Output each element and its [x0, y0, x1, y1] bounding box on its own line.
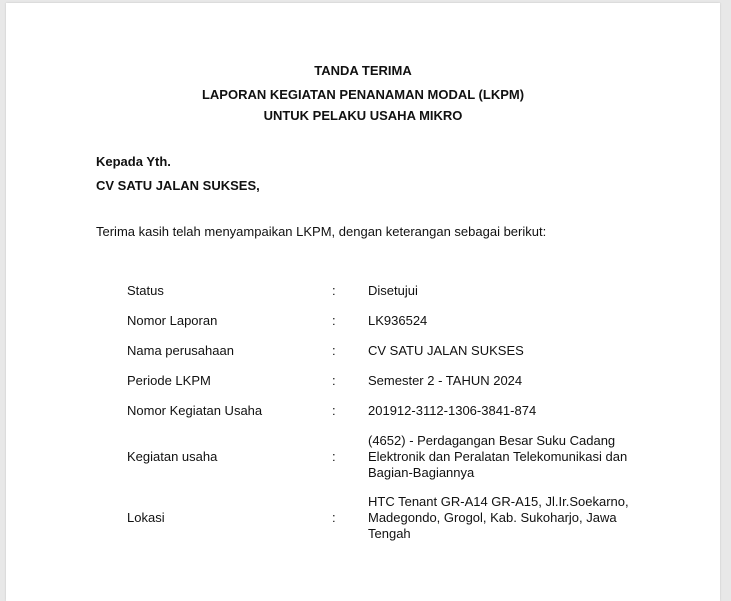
- intro-text: Terima kasih telah menyampaikan LKPM, dengan keterangan sebagai berikut:: [96, 224, 547, 239]
- detail-value: CV SATU JALAN SUKSES: [368, 343, 524, 358]
- doc-subtitle-2: UNTUK PELAKU USAHA MIKRO: [263, 108, 463, 123]
- detail-separator: :: [332, 449, 336, 464]
- doc-title: TANDA TERIMA: [314, 63, 412, 78]
- detail-separator: :: [332, 343, 336, 358]
- detail-value: Semester 2 - TAHUN 2024: [368, 373, 523, 388]
- detail-label: Nomor Kegiatan Usaha: [127, 403, 263, 418]
- doc-subtitle: LAPORAN KEGIATAN PENANAMAN MODAL (LKPM): [201, 87, 525, 102]
- recipient-name: CV SATU JALAN SUKSES,: [96, 178, 260, 193]
- salutation: Kepada Yth.: [96, 154, 171, 169]
- detail-separator: :: [332, 283, 336, 298]
- detail-value: (4652) - Perdagangan Besar Suku Cadang Elektronik dan Peralatan Telekomunikasi dan Bagian-Bagiannya: [368, 433, 628, 480]
- detail-value: LK936524: [368, 313, 428, 328]
- detail-separator: :: [332, 373, 336, 388]
- detail-label: Nama perusahaan: [127, 343, 234, 358]
- detail-value: Disetujui: [368, 283, 418, 298]
- detail-value: HTC Tenant GR-A14 GR-A15, Jl.Ir.Soekarno, Madegondo, Grogol, Kab. Sukoharjo, Jawa Tengah: [368, 494, 629, 541]
- document-page: [6, 3, 720, 601]
- detail-label: Lokasi: [127, 510, 165, 525]
- detail-value: 201912-3112-1306-3841-874: [368, 403, 537, 418]
- detail-label: Kegiatan usaha: [127, 449, 218, 464]
- detail-label: Nomor Laporan: [127, 313, 218, 328]
- detail-separator: :: [332, 403, 336, 418]
- detail-label: Status: [127, 283, 164, 298]
- detail-label: Periode LKPM: [127, 373, 211, 388]
- detail-separator: :: [332, 510, 336, 525]
- detail-separator: :: [332, 313, 336, 328]
